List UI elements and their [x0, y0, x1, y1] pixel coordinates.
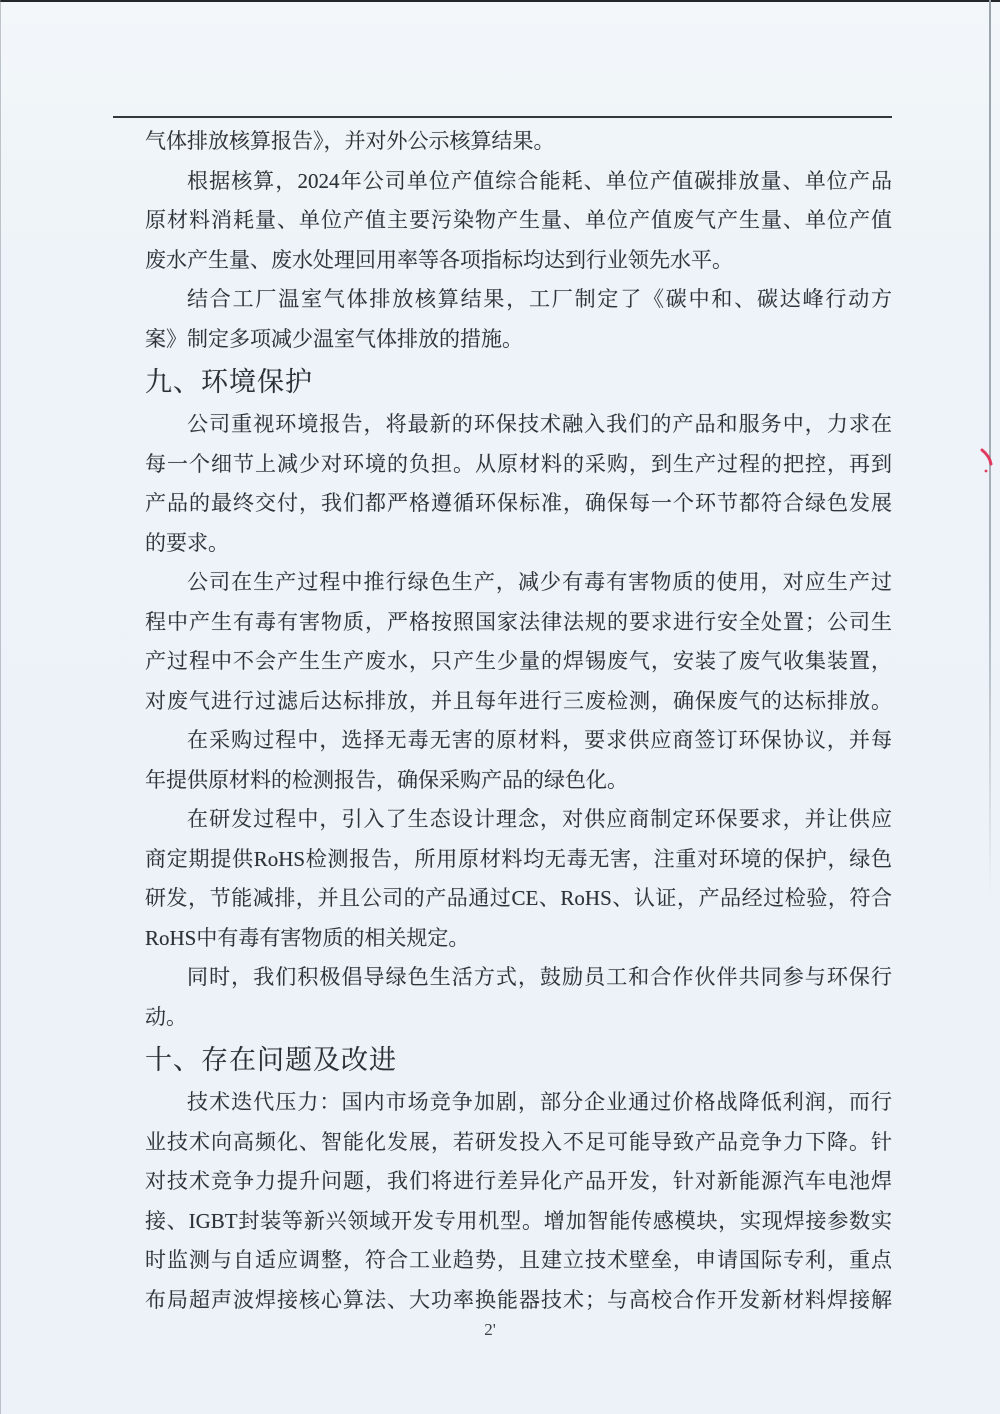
text-line: 产品的最终交付，我们都严格遵循环保标准，确保每一个环节都符合绿色发展	[145, 491, 892, 515]
section-heading: 十、存在问题及改进	[145, 1045, 397, 1075]
text-line: RoHS中有毒有害物质的相关规定。	[145, 925, 470, 950]
text-line: 动。	[145, 1004, 187, 1029]
red-pen-tick-mark	[977, 447, 997, 479]
text-line: 原材料消耗量、单位产值主要污染物产生量、单位产值废气产生量、单位产值	[145, 208, 892, 232]
red-pen-dot	[985, 470, 988, 473]
text-line: 业技术向高频化、智能化发展，若研发投入不足可能导致产品竞争力下降。针	[145, 1129, 892, 1154]
text-line: 案》制定多项减少温室气体排放的措施。	[145, 326, 523, 351]
text-line: 对废气进行过滤后达标排放，并且每年进行三废检测，确保废气的达标排放。	[145, 688, 892, 713]
text-line: 对技术竞争力提升问题，我们将进行差异化产品开发，针对新能源汽车电池焊	[145, 1169, 892, 1193]
text-line: 在采购过程中，选择无毒无害的原材料，要求供应商签订环保协议，并每	[187, 728, 892, 752]
text-line: 程中产生有毒有害物质，严格按照国家法律法规的要求进行安全处置；公司生	[145, 609, 892, 634]
text-line: 同时，我们积极倡导绿色生活方式，鼓励员工和合作伙伴共同参与环保行	[187, 965, 892, 989]
text-line: 结合工厂温室气体排放核算结果，工厂制定了《碳中和、碳达峰行动方	[187, 287, 892, 311]
text-line: 废水产生量、废水处理回用率等各项指标均达到行业领先水平。	[145, 247, 733, 272]
text-line: 时监测与自适应调整，符合工业趋势，且建立技术壁垒，申请国际专利，重点	[145, 1248, 892, 1272]
text-line: 年提供原材料的检测报告，确保采购产品的绿色化。	[145, 767, 628, 792]
text-line: 在研发过程中，引入了生态设计理念，对供应商制定环保要求，并让供应	[187, 807, 892, 831]
red-pen-stroke	[982, 450, 991, 464]
header-rule	[113, 116, 892, 118]
text-line: 根据核算，2024年公司单位产值综合能耗、单位产值碳排放量、单位产品	[187, 168, 892, 193]
scan-left-edge	[0, 0, 1, 1414]
text-flow	[145, 122, 892, 1320]
text-line: 研发，节能减排，并且公司的产品通过CE、RoHS、认证，产品经过检验，符合	[145, 886, 892, 910]
scan-top-edge	[0, 0, 1000, 2]
text-line: 商定期提供RoHS检测报告，所用原材料均无毒无害，注重对环境的保护，绿色	[145, 846, 892, 871]
text-line: 的要求。	[145, 530, 229, 555]
text-line: 气体排放核算报告》，并对外公示核算结果。	[145, 129, 555, 153]
section-heading: 九、环境保护	[145, 367, 313, 397]
text-line: 产过程中不会产生生产废水，只产生少量的焊锡废气，安装了废气收集装置，	[145, 649, 892, 673]
text-line: 技术迭代压力：国内市场竞争加剧，部分企业通过价格战降低利润，而行	[187, 1090, 892, 1114]
text-line: 公司重视环境报告，将最新的环保技术融入我们的产品和服务中，力求在	[187, 412, 892, 436]
text-line: 每一个细节上减少对环境的负担。从原材料的采购，到生产过程的把控，再到	[145, 451, 892, 476]
text-line: 公司在生产过程中推行绿色生产，减少有毒有害物质的使用，对应生产过	[187, 570, 892, 594]
text-line: 布局超声波焊接核心算法、大功率换能器技术；与高校合作开发新材料焊接解	[145, 1287, 892, 1312]
page-number: 2'	[484, 1320, 496, 1339]
text-line: 接、IGBT封装等新兴领域开发专用机型。增加智能传感模块，实现焊接参数实	[145, 1208, 892, 1233]
